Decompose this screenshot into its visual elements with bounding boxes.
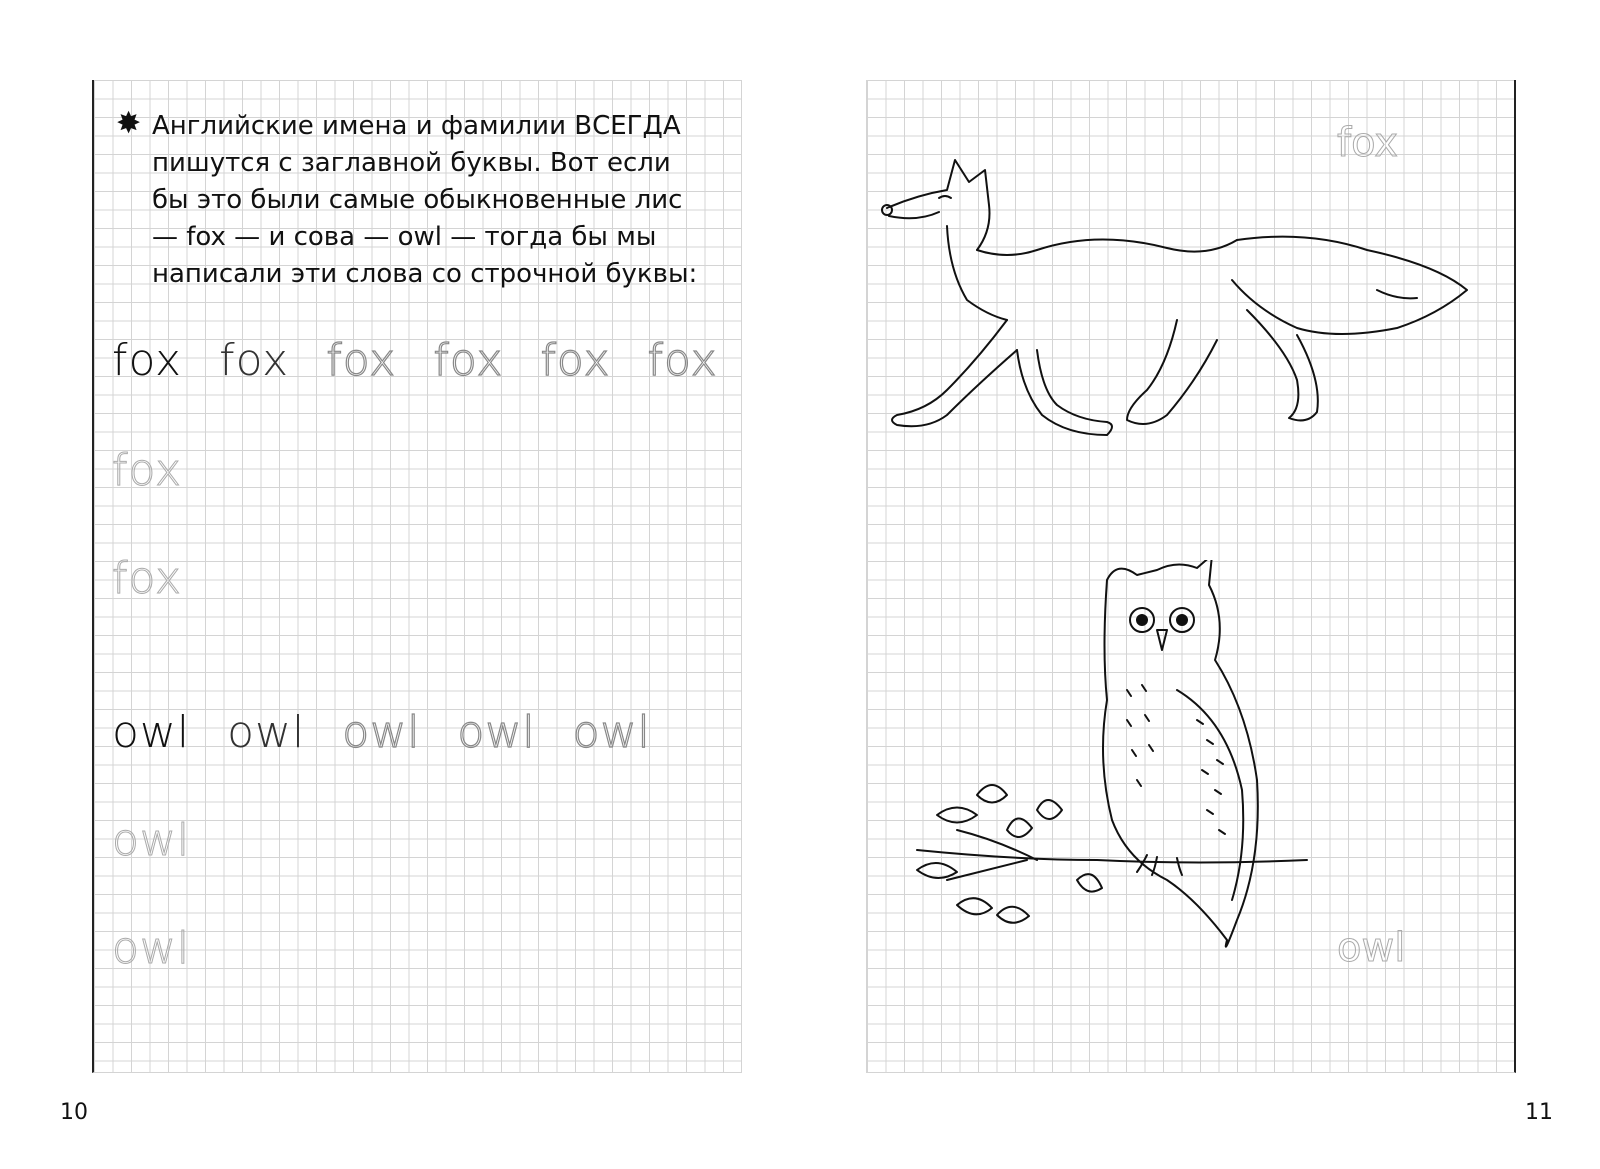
owl-trace[interactable]: owl (112, 923, 191, 974)
owl-trace[interactable]: owl (457, 707, 536, 758)
fox-trace[interactable]: fox (647, 335, 718, 386)
owl-sample: owl (112, 707, 191, 758)
owl-row-2 (112, 815, 212, 866)
asterisk-icon: ✸ (116, 106, 142, 141)
fox-trace[interactable]: fox (112, 445, 183, 496)
fox-trace[interactable]: fox (540, 335, 611, 386)
fox-illustration (877, 150, 1477, 440)
owl-trace[interactable]: owl (572, 707, 651, 758)
owl-row-3 (112, 923, 212, 974)
page-number-right: 11 (1525, 1100, 1553, 1125)
left-page (92, 80, 742, 1073)
right-page (866, 80, 1516, 1073)
owl-label: owl (1337, 925, 1406, 971)
owl-row-1 (112, 707, 673, 758)
fox-trace[interactable]: fox (326, 335, 397, 386)
fox-trace[interactable]: fox (433, 335, 504, 386)
fox-label: fox (1337, 120, 1398, 166)
owl-stroke-guide: owl (227, 707, 306, 758)
fox-row-2 (112, 445, 204, 496)
fox-row-1 (112, 335, 740, 386)
intro-text: Английские имена и фамилии ВСЕГДА пишутся с заглавной буквы. Вот если бы это были самые обыкновенные лис — fox — и сова — owl — тогда бы мы написали эти слова со строчной буквы: (152, 111, 698, 289)
fox-row-3 (112, 553, 204, 604)
fox-stroke-guide: fox (219, 335, 290, 386)
page-number-left: 10 (60, 1100, 88, 1125)
fox-trace[interactable]: fox (112, 553, 183, 604)
owl-illustration (897, 560, 1317, 960)
owl-trace[interactable]: owl (112, 815, 191, 866)
fox-sample: fox (112, 335, 183, 386)
owl-trace[interactable]: owl (342, 707, 421, 758)
